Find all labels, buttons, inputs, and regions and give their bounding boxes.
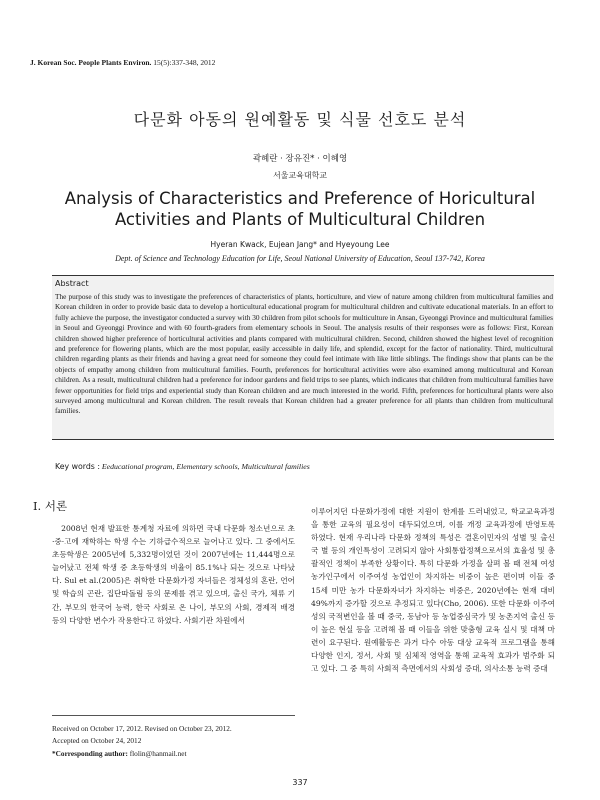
footnote-divider <box>52 715 295 716</box>
section-title: Ⅰ. 서론 <box>33 499 68 513</box>
affiliation-korean: 서울교육대학교 <box>272 171 328 180</box>
title-korean: 다문화 아동의 원예활동 및 식물 선호도 분석 <box>133 110 467 129</box>
footnote-accepted: Accepted on October 24, 2012 <box>52 736 142 745</box>
keywords <box>55 462 310 471</box>
body-column-left <box>52 522 295 627</box>
page-number: 337 <box>292 778 308 787</box>
affiliation-english: Dept. of Science and Technology Education for Life, Seoul National University of Education, Seoul 137-742, Korea <box>115 254 485 263</box>
title-english-line2: Activities and Plants of Multicultural Children <box>114 210 486 229</box>
abstract-text: The purpose of this study was to investigate the preferences of characteristics of plants, horticulture, and view of nature among children from multicultural families and Korean children in order to provide basic data to develop a horticultural educational program for multicultural children and cultivate educational materials. In an effort to fully achieve the purpose, the investigator conducted a survey with 30 children from pilot schools for multiculture in Ansan, Gyeonggi Province and multicultural families in Seoul and Gyeonggi Province and with 60 fourth-graders from elementary schools in Seoul. The analysis results of their responses were as follows: First, Korean children showed higher preference of horticultural activities and plants compared with multicultural children. Second, children showed the highest level of recognition and preference for flowering plants, which are the most popular, easily accessible in daily life, and splendid, except for the factor of nationality. Third, multicultural children regarding plants as their friends and having a great need for someone they could feel intimate with like little siblings. The findings show that plants can be the objects of empathy among children from multicultural families. Fourth, preferences for horticultural activities were also examined among multicultural and Korean children. As a result, multicultural children had a preference for indoor gardens and field trips to see plants, which indicates that children from multicultural families have fewer opportunities for field trips and experiential study than Korean children and are much interested in the world. Fifth, preferences for horticultural plants were also surveyed among multicultural and Korean children. The result reveals that Korean children had a greater preference for all plants than children from multicultural families. <box>55 292 553 416</box>
title-english-line1: Analysis of Characteristics and Preference of Horicultural <box>64 189 536 208</box>
journal-citation <box>30 58 215 67</box>
keywords-label: Key words : <box>55 462 100 471</box>
title-english <box>40 188 560 230</box>
body-paragraph: 2008년 현재 발표한 통계청 자료에 의하면 국내 다문화 청소년으로 초·중·고에 재학하는 학생 수는 기하급수적으로 늘어나고 있다. 그 중에서도 초등학생은 2005년에 5,332명이었던 것이 2007년에는 11,444명으로 늘어났고 전체 학생 중 초등학생의 비율이 85.1%나 되는 것으로 나타났다. Sul et al.(2005)은 취학한 다문화가정 자녀들은 정체성의 혼란, 언어 및 학습의 곤란, 집단따돌림 등의 문제를 겪고 있으며, 출신 국가, 체류 기간, 부모의 한국어 능력, 한국 사회로 온 나이, 부모의 사회, 경제적 배경 등의 다양한 변수가 작용한다고 하였다. 사회기관 차원에서 <box>52 524 295 625</box>
footnote-received: Received on October 17, 2012. Revised on October 23, 2012. <box>52 724 232 733</box>
abstract-heading: Abstract <box>55 279 89 288</box>
footnote-corresponding <box>52 749 302 758</box>
keywords-values: Eeducational program, Elementary schools, Multicultural families <box>101 462 310 471</box>
corresponding-email: flolin@hanmail.net <box>129 749 187 758</box>
body-column-right <box>311 505 555 675</box>
authors-korean: 곽혜란 · 장유진* · 이혜영 <box>252 154 348 164</box>
journal-name: J. Korean Soc. People Plants Environ. <box>30 58 152 67</box>
authors-english: Hyeran Kwack, Eujean Jang* and Hyeyoung Lee <box>210 240 390 249</box>
journal-ref: 15(5):337-348, 2012 <box>153 58 216 67</box>
body-paragraph: 이루어지던 다문화가정에 대한 지원이 한계를 드러내었고, 학교교육과정을 통한 교육의 필요성이 대두되었으며, 이를 개정 교육과정에 반영토록 하였다. 현재 우리나라 다문화 정책의 특성은 결혼이민자의 성별 및 출신국 별 등의 개인특성이 고려되지 않아 사회통합정책으로서의 효율성 및 총괄적인 정책이 부족한 상황이다. 특히 다문화 가정을 살펴 볼 때 전체 여성 농가인구에서 이주여성 농업인이 차지하는 비중이 높은 편이며 이들 중 15세 미만 농가 다문화자녀가 차지하는 비중은, 2020년에는 현재 대비 49%까지 증가할 것으로 추정되고 있다(Cho, 2006). 또한 다문화 이주여성의 국적변인을 볼 때 중국, 동남아 등 농업중심국가 및 농촌지역 출신 등이 높은 현실 등을 고려해 볼 때 이들을 위한 맞춤형 교육 실시 및 대책 마련이 요구된다. 원예활동은 과거 다수 아동 대상 교육적 프로그램을 통해 다양한 인지, 정서, 사회 및 심체적 영역을 통해 교육적 효과가 범주화 되고 있다. 그 중 특히 사회적 측면에서의 사회성 증대, 의사소통 능력 증대 <box>311 507 555 674</box>
corresponding-label: *Corresponding author: <box>52 749 128 758</box>
